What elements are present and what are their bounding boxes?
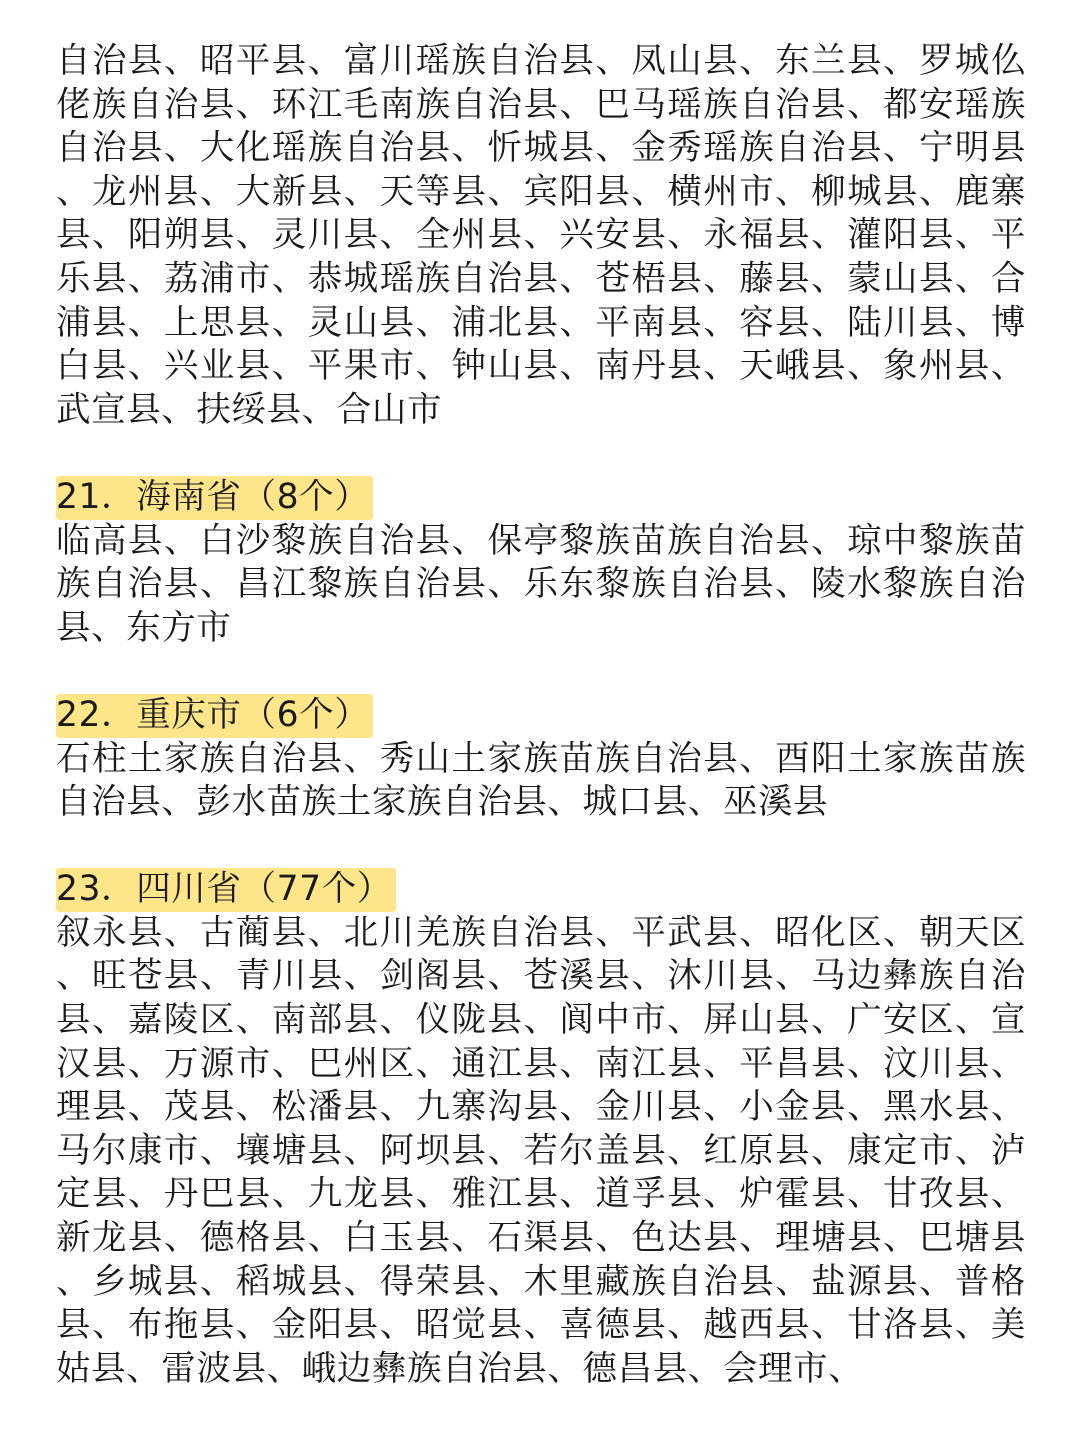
section-heading-wrap xyxy=(56,694,1026,738)
document-page xyxy=(56,40,1026,1391)
section-heading: 21．海南省（8个） xyxy=(56,476,373,520)
section-heading: 22．重庆市（6个） xyxy=(56,694,373,738)
section-guangxi-continued xyxy=(56,40,1026,432)
county-list: 石柱土家族自治县、秀山土家族苗族自治县、酉阳土家族苗族自治县、彭水苗族土家族自治县、城口县、巫溪县 xyxy=(56,738,1026,823)
section-sichuan xyxy=(56,868,1026,1391)
section-heading-wrap xyxy=(56,476,1026,520)
section-chongqing xyxy=(56,694,1026,825)
county-list: 叙永县、古蔺县、北川羌族自治县、平武县、昭化区、朝天区、旺苍县、青川县、剑阁县、苍溪县、沐川县、马边彝族自治县、嘉陵区、南部县、仪陇县、阆中市、屏山县、广安区、宣汉县、万源市、巴州区、通江县、南江县、平昌县、汶川县、理县、茂县、松潘县、九寨沟县、金川县、小金县、黑水县、马尔康市、壤塘县、阿坝县、若尔盖县、红原县、康定市、泸定县、丹巴县、九龙县、雅江县、道孚县、炉霍县、甘孜县、新龙县、德格县、白玉县、石渠县、色达县、理塘县、巴塘县、乡城县、稻城县、得荣县、木里藏族自治县、盐源县、普格县、布拖县、金阳县、昭觉县、喜德县、越西县、甘洛县、美姑县、雷波县、峨边彝族自治县、德昌县、会理市、 xyxy=(56,912,1026,1389)
section-heading: 23．四川省（77个） xyxy=(56,868,396,912)
section-heading-wrap xyxy=(56,868,1026,912)
section-hainan xyxy=(56,476,1026,650)
county-list: 自治县、昭平县、富川瑶族自治县、凤山县、东兰县、罗城仫佬族自治县、环江毛南族自治县、巴马瑶族自治县、都安瑶族自治县、大化瑶族自治县、忻城县、金秀瑶族自治县、宁明县、龙州县、大新县、天等县、宾阳县、横州市、柳城县、鹿寨县、阳朔县、灵川县、全州县、兴安县、永福县、灌阳县、平乐县、荔浦市、恭城瑶族自治县、苍梧县、藤县、蒙山县、合浦县、上思县、灵山县、浦北县、平南县、容县、陆川县、博白县、兴业县、平果市、钟山县、南丹县、天峨县、象州县、武宣县、扶绥县、合山市 xyxy=(56,41,1026,430)
county-list: 临高县、白沙黎族自治县、保亭黎族苗族自治县、琼中黎族苗族自治县、昌江黎族自治县、乐东黎族自治县、陵水黎族自治县、东方市 xyxy=(56,520,1026,648)
